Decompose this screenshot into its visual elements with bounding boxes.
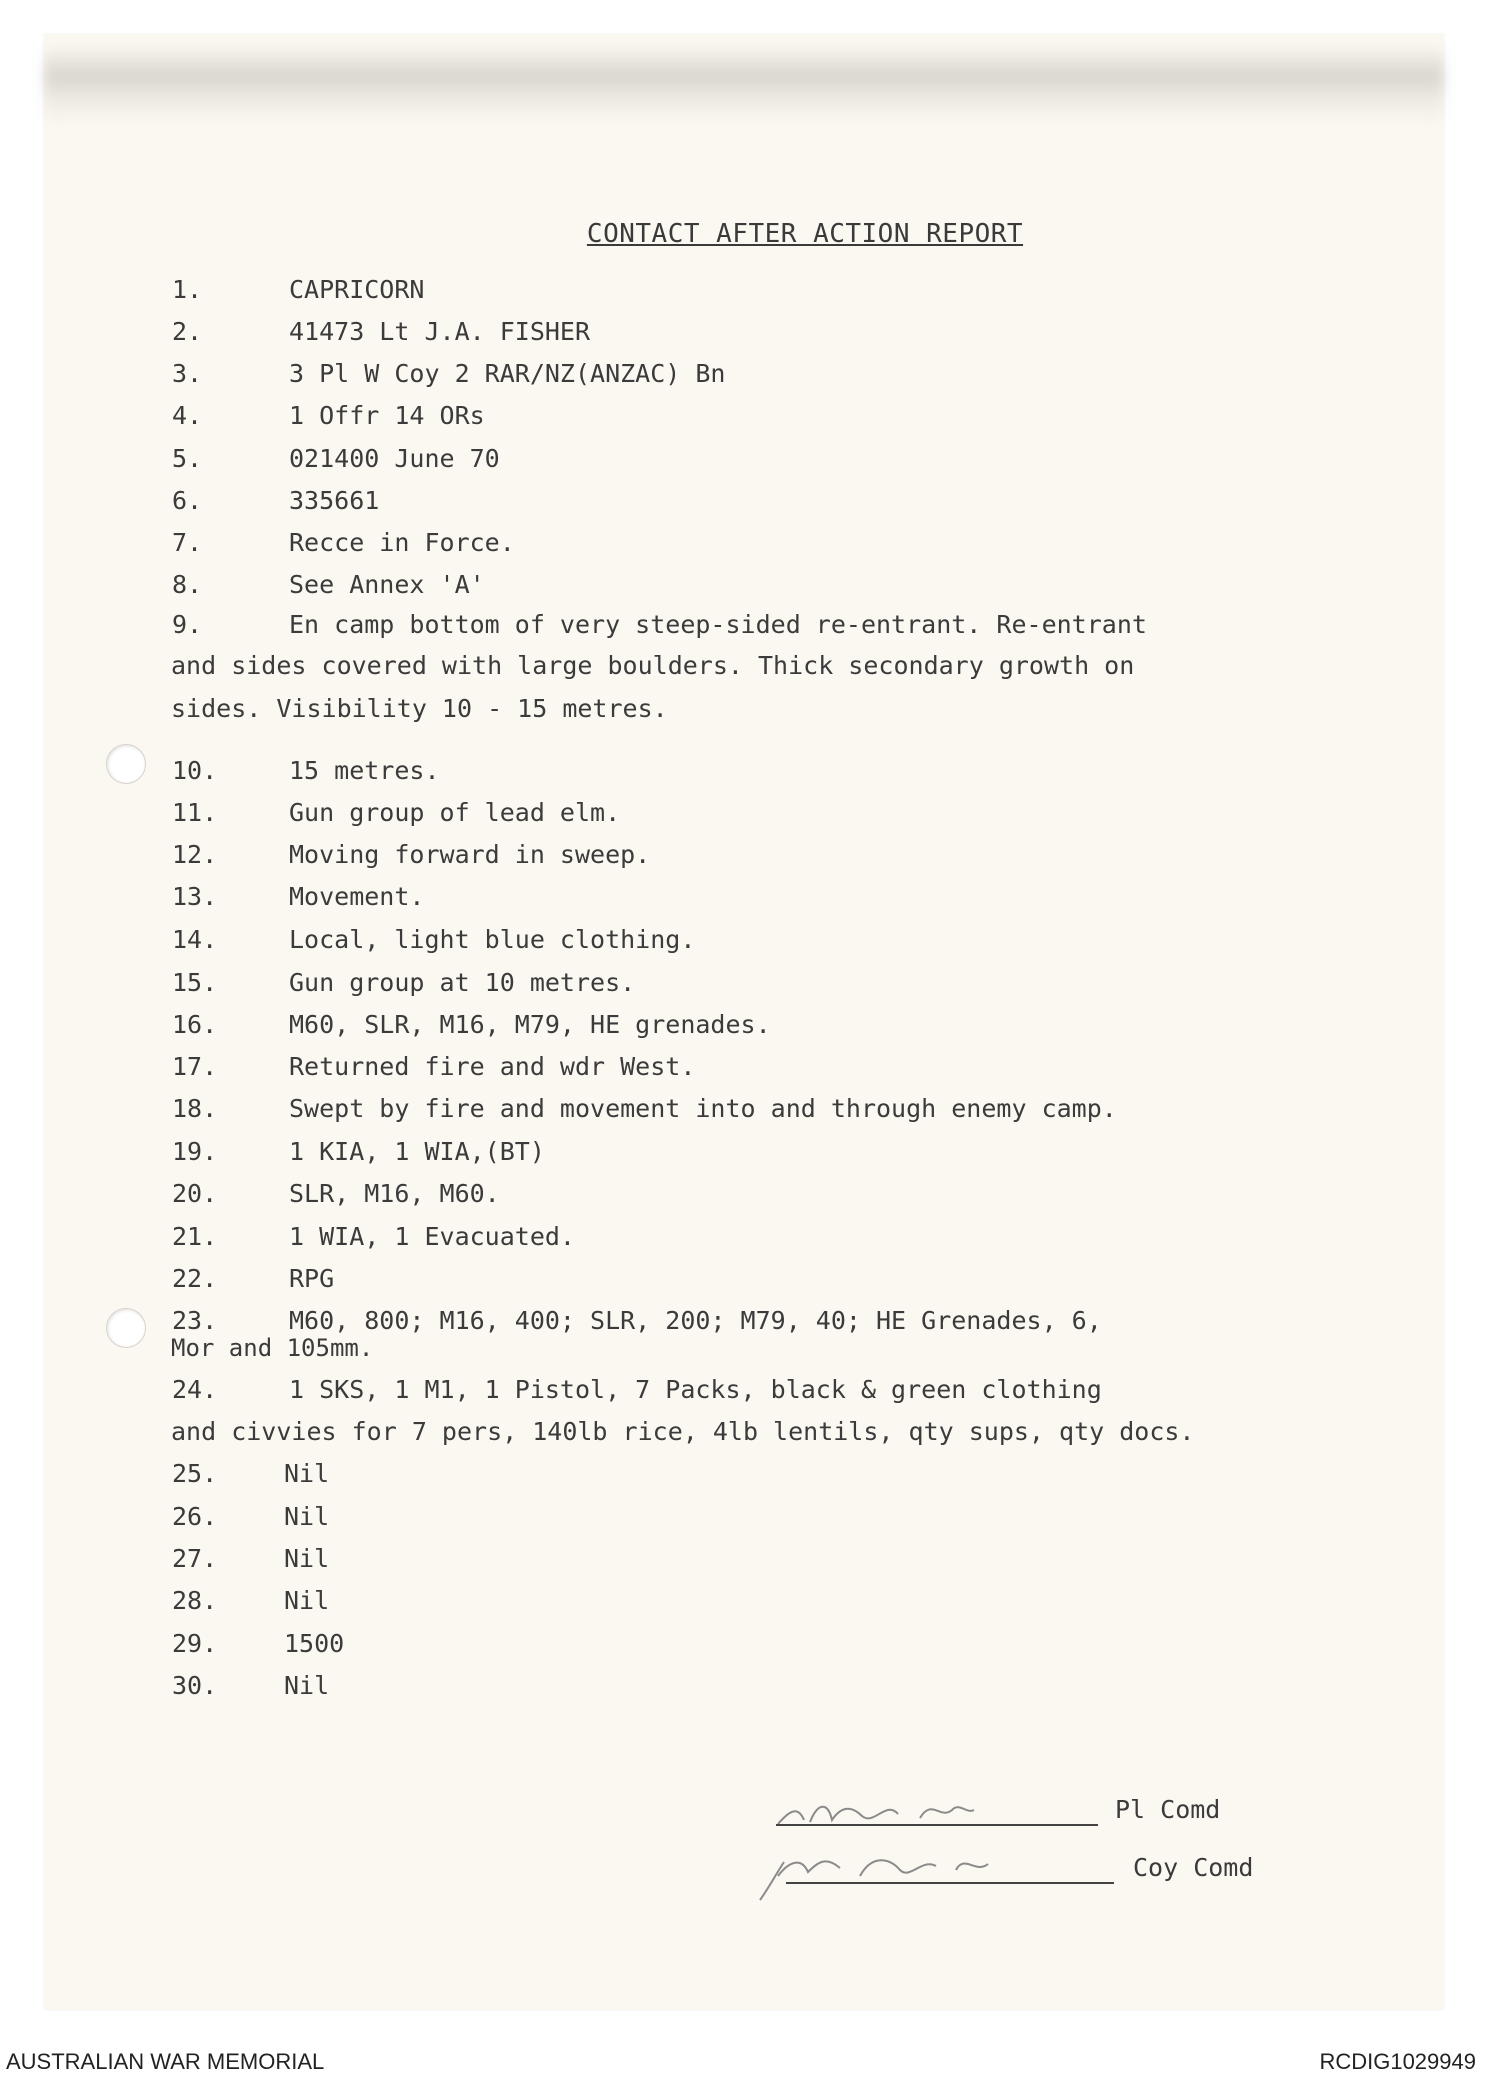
item-number: 12. bbox=[172, 840, 218, 869]
item-number: 21. bbox=[172, 1222, 218, 1251]
item-text: 1500 bbox=[284, 1629, 345, 1658]
item-number: 1. bbox=[172, 275, 203, 304]
footer-source: AUSTRALIAN WAR MEMORIAL bbox=[6, 2049, 325, 2074]
item-text: Nil bbox=[284, 1671, 330, 1700]
item-text: RPG bbox=[289, 1264, 335, 1293]
item-text: Gun group of lead elm. bbox=[289, 798, 621, 827]
item-text: Moving forward in sweep. bbox=[289, 840, 651, 869]
item-text: Nil bbox=[284, 1459, 330, 1488]
punch-hole-upper bbox=[106, 744, 146, 784]
item-text: 1 SKS, 1 M1, 1 Pistol, 7 Packs, black & green clothing bbox=[289, 1375, 1102, 1404]
item-23-continuation: Mor and 105mm. bbox=[171, 1334, 374, 1362]
item-text: See Annex 'A' bbox=[289, 570, 485, 599]
footer-reference: RCDIG1029949 bbox=[1319, 2049, 1476, 2074]
scan-smudge bbox=[44, 44, 1444, 124]
item-number: 7. bbox=[172, 528, 203, 557]
signature-line-pl-comd bbox=[776, 1824, 1098, 1826]
item-9-continuation-1: and sides covered with large boulders. Thick secondary growth on bbox=[171, 651, 1135, 680]
item-text: 335661 bbox=[289, 486, 380, 515]
item-number: 25. bbox=[172, 1459, 218, 1488]
item-text: Nil bbox=[284, 1586, 330, 1615]
item-number: 14. bbox=[172, 925, 218, 954]
item-number: 16. bbox=[172, 1010, 218, 1039]
handwritten-signature-pl-comd bbox=[770, 1780, 1050, 1840]
item-text: M60, SLR, M16, M79, HE grenades. bbox=[289, 1010, 771, 1039]
item-text: Gun group at 10 metres. bbox=[289, 968, 636, 997]
item-number: 27. bbox=[172, 1544, 218, 1573]
item-number: 26. bbox=[172, 1502, 218, 1531]
item-number: 17. bbox=[172, 1052, 218, 1081]
item-number: 15. bbox=[172, 968, 218, 997]
item-number: 29. bbox=[172, 1629, 218, 1658]
item-text: 021400 June 70 bbox=[289, 444, 500, 473]
item-text: SLR, M16, M60. bbox=[289, 1179, 500, 1208]
item-number: 10. bbox=[172, 756, 218, 785]
item-text: 1 WIA, 1 Evacuated. bbox=[289, 1222, 575, 1251]
item-text: Returned fire and wdr West. bbox=[289, 1052, 696, 1081]
item-text: Recce in Force. bbox=[289, 528, 515, 557]
item-text: M60, 800; M16, 400; SLR, 200; M79, 40; HE Grenades, 6, bbox=[289, 1306, 1102, 1335]
item-number: 23. bbox=[172, 1306, 218, 1335]
item-number: 22. bbox=[172, 1264, 218, 1293]
item-number: 6. bbox=[172, 486, 203, 515]
item-text: 1 Offr 14 ORs bbox=[289, 401, 485, 430]
item-number: 13. bbox=[172, 882, 218, 911]
pl-comd-label: Pl Comd bbox=[1115, 1795, 1221, 1824]
item-text: Nil bbox=[284, 1544, 330, 1573]
item-text: Movement. bbox=[289, 882, 425, 911]
item-text: Local, light blue clothing. bbox=[289, 925, 696, 954]
item-number: 9. bbox=[172, 610, 203, 639]
item-text: 3 Pl W Coy 2 RAR/NZ(ANZAC) Bn bbox=[289, 359, 726, 388]
item-number: 18. bbox=[172, 1094, 218, 1123]
item-text: Nil bbox=[284, 1502, 330, 1531]
item-number: 30. bbox=[172, 1671, 218, 1700]
item-number: 3. bbox=[172, 359, 203, 388]
item-number: 24. bbox=[172, 1375, 218, 1404]
item-text: 1 KIA, 1 WIA,(BT) bbox=[289, 1137, 545, 1166]
handwritten-signature-coy-comd bbox=[750, 1836, 1060, 1906]
item-text: En camp bottom of very steep-sided re-entrant. Re-entrant bbox=[289, 610, 1147, 639]
item-number: 5. bbox=[172, 444, 203, 473]
item-number: 28. bbox=[172, 1586, 218, 1615]
item-number: 19. bbox=[172, 1137, 218, 1166]
item-9-continuation-2: sides. Visibility 10 - 15 metres. bbox=[171, 694, 668, 723]
item-text: 41473 Lt J.A. FISHER bbox=[289, 317, 591, 346]
item-number: 8. bbox=[172, 570, 203, 599]
item-24-continuation: and civvies for 7 pers, 140lb rice, 4lb lentils, qty sups, qty docs. bbox=[171, 1417, 1195, 1446]
item-number: 11. bbox=[172, 798, 218, 827]
punch-hole-lower bbox=[106, 1308, 146, 1348]
item-text: CAPRICORN bbox=[289, 275, 425, 304]
item-number: 2. bbox=[172, 317, 203, 346]
item-text: 15 metres. bbox=[289, 756, 440, 785]
report-title: CONTACT AFTER ACTION REPORT bbox=[586, 219, 1024, 249]
item-number: 20. bbox=[172, 1179, 218, 1208]
coy-comd-label: Coy Comd bbox=[1133, 1853, 1254, 1882]
signature-line-coy-comd bbox=[786, 1882, 1114, 1884]
item-text: Swept by fire and movement into and through enemy camp. bbox=[289, 1094, 1117, 1123]
item-number: 4. bbox=[172, 401, 203, 430]
